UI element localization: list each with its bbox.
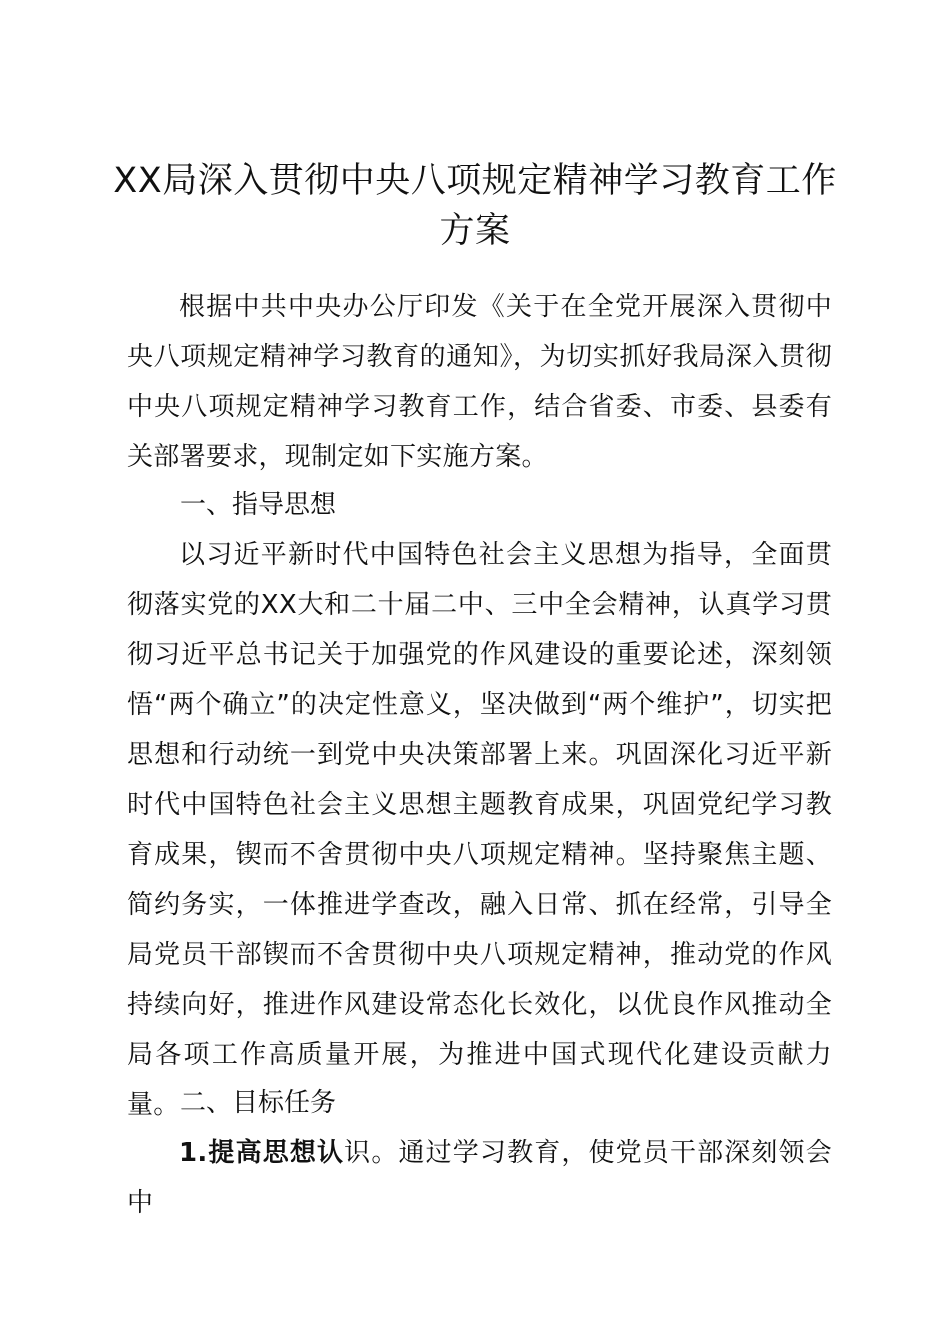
document-title: XX局深入贯彻中央八项规定精神学习教育工作方案 [113,161,837,251]
guiding-ideology-paragraph: 以习近平新时代中国特色社会主义思想为指导，全面贯彻落实党的XX大和二十届二中、三中全会精神，认真学习贯彻习近平总书记关于加强党的作风建设的重要论述，深刻领悟“两个确立”的决定性意义，坚决做到“两个维护”，切实把思想和行动统一到党中央决策部署上来。巩固深化习近平新时代中国特色社会主义思想主题教育成果，巩固党纪学习教育成果，锲而不舍贯彻中央八项规定精神。坚持聚焦主题、简约务实，一体推进学查改，融入日常、抓在经常，引导全局党员干部锲而不舍贯彻中央八项规定精神，推动党的作风持续向好，推进作风建设常态化长效化，以优良作风推动全局各项工作高质量开展，为推进中国式现代化建设贡献力量。 [127,540,832,1120]
objective-item-1-lead: 1.提高思想认 [179,1138,345,1168]
section-heading-guiding-ideology: 一、指导思想 [180,490,337,520]
objective-item-1-text: 识。通过学习教育，使党员干部深刻领会中 [127,1138,832,1218]
intro-paragraph: 根据中共中央办公厅印发《关于在全党开展深入贯彻中央八项规定精神学习教育的通知》，为切实抓好我局深入贯彻中央八项规定精神学习教育工作，结合省委、市委、县委有关部署要求，现制定如下实施方案。 [127,292,832,472]
section-heading-objectives: 二、目标任务 [180,1088,337,1118]
objective-item-1 [127,1128,832,1228]
